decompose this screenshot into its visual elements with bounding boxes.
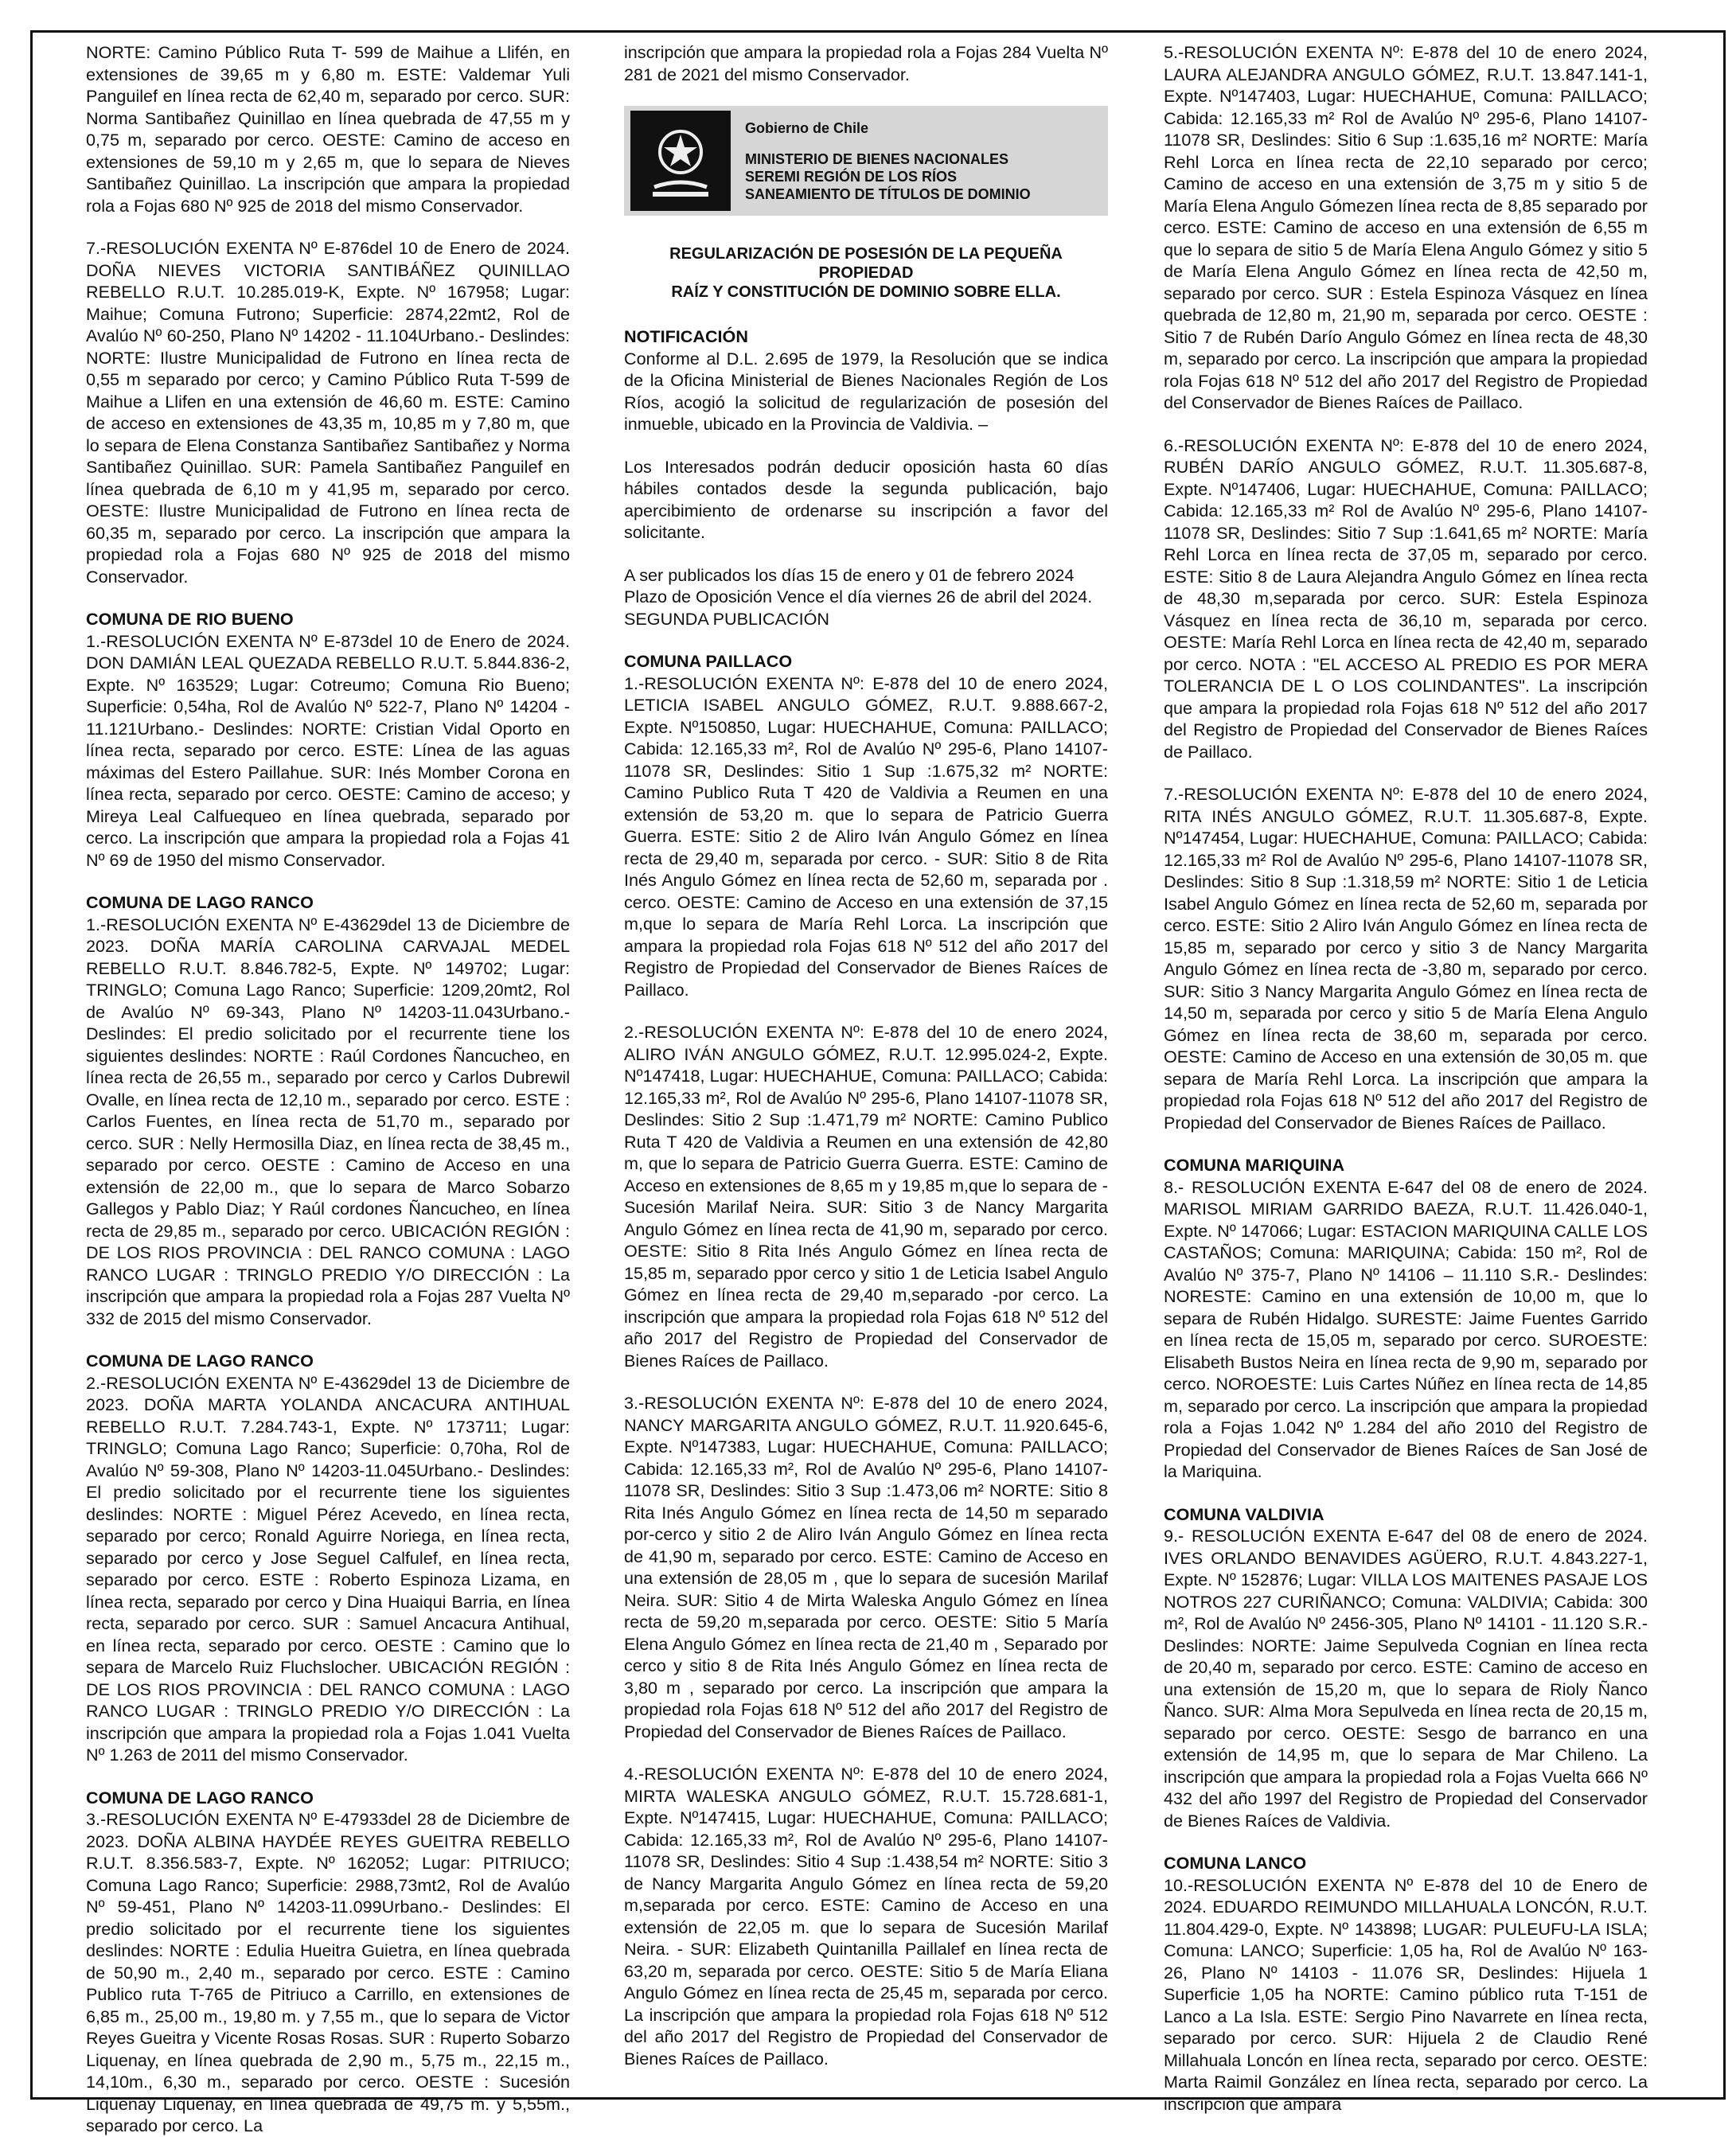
paragraph: 4.-RESOLUCIÓN EXENTA Nº: E-878 del 10 de enero 2024, MIRTA WALESKA ANGULO GÓMEZ, R.U.T. 15.728.681-1, Expte. Nº147415, Lugar: HUECHAHUE, Comuna: PAILLACO; Cabida: 12.165,33 m², Rol de Avalúo Nº 295-6, Plano 14107-11078 SR, Deslindes: Sitio 4 Sup :1.438,54 m² NORTE: Sitio 3 de Nancy Margarita Angulo Gómez en línea recta de 59,20 m,separada por cerco. ESTE: Camino de Acceso en una extensión de 22,05 m. que lo separa de Sucesión Marilaf Neira. - SUR: Elizabeth Quintanilla Paillalef en línea recta de 63,20 m, separada por cerco. OESTE: Sitio 5 de María Eliana Angulo Gómez en línea recta de 25,45 m, separada por cerco. La inscripción que ampara la propiedad rola Fojas 618 Nº 512 del año 2017 del Registro de Propiedad del Conservador de Bienes Raíces de Paillaco. (624, 1764, 1108, 2069)
ministry-title: MINISTERIO DE BIENES NACIONALES SEREMI REGIÓN DE LOS RÍOS SANEAMIENTO DE TÍTULOS DE DOMINIO (745, 151, 1031, 202)
column-3 (1164, 41, 1648, 2114)
paragraph: A ser publicados los días 15 de enero y 01 de febrero 2024 Plazo de Oposición Vence el día viernes 26 de abril del 2024. SEGUNDA PUBLICACIÓN (624, 564, 1093, 629)
paragraph: 9.- RESOLUCIÓN EXENTA E-647 del 08 de enero de 2024. IVES ORLANDO BENAVIDES AGÜERO, R.U.T. 4.843.227-1, Expte. Nº 152876; Lugar: VILLA LOS MAITENES PASAJE LOS NOTROS 227 CURIÑANCO; Comuna: VALDIVIA; Cabida: 300 m², Rol de Avalúo Nº 2456-305, Plano Nº 14101 - 11.120 S.R.- Deslindes: NORTE: Jaime Sepulveda Cognian en línea recta de 20,40 m, separado por cerco. ESTE: Camino de acceso en una extensión de 15,20 m, que lo separa de Rioly Ñanco Ñanco. SUR: Alma Mora Sepulveda en línea recta de 20,15 m, separado por cerco. OESTE: Sesgo de barranco en una extensión de 14,95 m, que lo separa de Mar Chileno. La inscripción que ampara la propiedad rola a Fojas Vuelta 666 Nº 432 del año 1997 del Registro de Propiedad del Conservador de Bienes Raíces de Valdivia. (1164, 1526, 1648, 1831)
column-2 (624, 41, 1108, 2082)
ministry-header (624, 106, 1108, 216)
paragraph: Los Interesados podrán deducir oposición hasta 60 días hábiles contados desde la segunda publicación, bajo apercibimiento de ordenarse su inscripción a favor del solicitante. (624, 456, 1108, 542)
paragraph: 1.-RESOLUCIÓN EXENTA Nº E-43629del 13 de Diciembre de 2023. DOÑA MARÍA CAROLINA CARVAJAL MEDEL REBELLO R.U.T. 8.846.782-5, Expte. Nº 149702; Lugar: TRINGLO; Comuna Lago Ranco; Superficie: 1209,20mt2, Rol de Avalúo Nº 69-343, Plano Nº 14203-11.043Urbano.- Deslindes: El predio solicitado por el recurrente tiene los siguientes deslindes: NORTE : Raúl Cordones Ñancucheo, en línea recta de 26,55 m., separado por cerco y Carlos Dubrewil Ovalle, en línea recta de 12,10 m., separado por cerco. ESTE : Carlos Fuentes, en línea recta de 51,70 m., separado por cerco. SUR : Nelly Hermosilla Diaz, en línea recta de 38,45 m., separado por cerco. OESTE : Camino de Acceso en una extensión de 22,00 m., que lo separa de Marco Sobarzo Gallegos y Pablo Diaz; Y Raúl cordones Ñancucheo, en línea recta de 29,85 m., separado por cerco. UBICACIÓN REGIÓN : DE LOS RIOS PROVINCIA : DEL RANCO COMUNA : LAGO RANCO LUGAR : TRINGLO PREDIO Y/O DIRECCIÓN : La inscripción que ampara la propiedad rola a Fojas 287 Vuelta Nº 332 de 2015 del mismo Conservador. (86, 914, 570, 1328)
paragraph: 2.-RESOLUCIÓN EXENTA Nº: E-878 del 10 de enero 2024, ALIRO IVÁN ANGULO GÓMEZ, R.U.T. 12.995.024-2, Expte. Nº147418, Lugar: HUECHAHUE, Comuna: PAILLACO; Cabida: 12.165,33 m², Rol de Avalúo Nº 295-6, Plano 14107-11078 SR, Deslindes: Sitio 2 Sup :1.471,79 m² NORTE: Camino Publico Ruta T 420 de Valdivia a Reumen en una extensión de 42,80 m, que lo separa de Patricio Guerra Guerra. ESTE: Camino de Acceso en extensiones de 8,65 m y 19,85 m,que lo separa de - Sucesión Marilaf Neira. SUR: Sitio 3 de Nancy Margarita Angulo Gómez en línea recta de 41,90 m, separado por cerco. OESTE: Sitio 8 Rita Inés Angulo Gómez en línea recta de 15,85 m, separado ppor cerco y sitio 1 de Leticia Isabel Angulo Gómez en línea recta de 29,40 m,separado -por cerco. La inscripción que ampara la propiedad rola Fojas 618 Nº 512 del año 2017 del Registro de Propiedad del Conservador de Bienes Raíces de Paillaco. (624, 1022, 1108, 1371)
section-heading: COMUNA DE LAGO RANCO (86, 1351, 314, 1371)
paragraph: 1.-RESOLUCIÓN EXENTA Nº E-873del 10 de Enero de 2024. DON DAMIÁN LEAL QUEZADA REBELLO R.U.T. 5.844.836-2, Expte. Nº 163529; Lugar: Cotreumo; Comuna Rio Bueno; Superficie: 0,54ha, Rol de Avalúo Nº 522-7, Plano Nº 14204 - 11.121Urbano.- Deslindes: NORTE: Cristian Vidal Oporto en línea recta, separado por cerco. ESTE: Línea de las aguas máximas del Estero Paillahue. SUR: Inés Momber Corona en línea recta, separado por cerco. OESTE: Camino de acceso; y Mireya Leal Calfuequeo en línea quebrada, separado por cerco. La inscripción que ampara la propiedad rola a Fojas 41 Nº 69 de 1950 del mismo Conservador. (86, 630, 570, 870)
paragraph: 5.-RESOLUCIÓN EXENTA Nº: E-878 del 10 de enero 2024, LAURA ALEJANDRA ANGULO GÓMEZ, R.U.T. 13.847.141-1, Expte. Nº147403, Lugar: HUECHAHUE, Comuna: PAILLACO; Cabida: 12.165,33 m² Rol de Avalúo Nº 295-6, Plano 14107-11078 SR, Deslindes: Sitio 6 Sup :1.635,16 m² NORTE: María Rehl Lorca en línea recta de 22,10 separado por cerco; Camino de acceso en una extensión de 3,75 m y sitio 5 de María Elena Angulo Gómezen línea recta de 8,85 separado por cerco. ESTE: Camino de acceso en una extensión de 6,55 m que lo separa de sitio 5 de María Elena Angulo Gómez y sitio 5 de María Elena Angulo Gómez en línea recta de 42,50 m, separado por cerco. SUR : Estela Espinoza Vásquez en línea quebrada de 12,80 m, 21,90 m, separada por cerco. OESTE : Sitio 7 de Rubén Darío Angulo Gómez en línea recta de 48,30 m, separado por cerco. La inscripción que ampara la propiedad rola Fojas 618 Nº 512 del año 2017 del Registro de Propiedad del Conservador de Bienes Raíces de Paillaco. (1164, 42, 1648, 412)
paragraph: inscripción que ampara la propiedad rola a Fojas 284 Vuelta Nº 281 de 2021 del mismo Conservador. (624, 42, 1108, 84)
paragraph: 10.-RESOLUCIÓN EXENTA Nº E-878 del 10 de Enero de 2024. EDUARDO REIMUNDO MILLAHUALA LONCÓN, R.U.T. 11.804.429-0, Expte. Nº 143898; LUGAR: PULEUFU-LA ISLA; Comuna: LANCO; Superficie: 1,05 ha, Rol de Avalúo Nº 163-26, Plano Nº 14103 - 11.076 SR, Deslindes: Hijuela 1 Superficie 1,05 ha NORTE: Camino público ruta T-151 de Lanco a La Isla. ESTE: Sergio Pino Navarrete en línea recta, separado por cerco. SUR: Hijuela 2 de Claudio René Millahuala Loncón en línea recta, separado por cerco. OESTE: Marta Raimil González en línea recta, separado por cerco. La inscripción que ampara (1164, 1874, 1648, 2114)
paragraph: 6.-RESOLUCIÓN EXENTA Nº: E-878 del 10 de enero 2024, RUBÉN DARÍO ANGULO GÓMEZ, R.U.T. 11.305.687-8, Expte. Nº147406, Lugar: HUECHAHUE, Comuna: PAILLACO; Cabida: 12.165,33 m² Rol de Avalúo Nº 295-6, Plano 14107-11078 SR, Deslindes: Sitio 7 Sup :1.641,65 m² NORTE: María Rehl Lorca en línea recta de 37,05 m, separado por cerco. ESTE: Sitio 8 de Laura Alejandra Angulo Gómez en línea recta de 48,30 m,separada por cerco. SUR: Estela Espinoza Vásquez en línea recta de 36,10 m, separada por cerco. OESTE: María Rehl Lorca en línea recta de 42,40 m, separado por cerco. NOTA : "EL ACCESO AL PREDIO ES POR MERA TOLERANCIA DE L O LOS COLINDANTES". La inscripción que ampara la propiedad rola Fojas 618 Nº 512 del año 2017 del Registro de Propiedad del Conservador de Bienes Raíces de Paillaco. (1164, 435, 1648, 762)
paragraph: 7.-RESOLUCIÓN EXENTA Nº: E-878 del 10 de enero 2024, RITA INÉS ANGULO GÓMEZ, R.U.T. 11.305.687-8, Expte. Nº147454, Lugar: HUECHAHUE, Comuna: PAILLACO; Cabida: 12.165,33 m² Rol de Avalúo Nº 295-6, Plano 14107-11078 SR, Deslindes: Sitio 8 Sup :1.318,59 m² NORTE: Sitio 1 de Leticia Isabel Angulo Gómez en línea recta de 52,60 m, separada por cerco. ESTE: Sitio 2 Aliro Iván Angulo Gómez en línea recta de 15,85 m, separado por cerco y sitio 3 de Nancy Margarita Angulo Gómez en línea recta de -3,80 m, separado por cerco. SUR: Sitio 3 Nancy Margarita Angulo Gómez en línea recta de 14,50 m, separada por cerco y sitio 5 de María Elena Angulo Gómez en línea recta de 38,60 m, separada por cerco. OESTE: Camino de Acceso en una extensión de 30,05 m. que separa de María Rehl Lorca. La inscripción que ampara la propiedad rola Fojas 618 Nº 512 del año 2017 del Registro de Propiedad del Conservador de Bienes Raíces de Paillaco. (1164, 784, 1648, 1133)
paragraph: 3.-RESOLUCIÓN EXENTA Nº: E-878 del 10 de enero 2024, NANCY MARGARITA ANGULO GÓMEZ, R.U.T. 11.920.645-6, Expte. Nº147383, Lugar: HUECHAHUE, Comuna: PAILLACO; Cabida: 12.165,33 m², Rol de Avalúo Nº 295-6, Plano 14107-11078 SR, Deslindes: Sitio 3 Sup :1.473,06 m² NORTE: Sitio 8 Rita Inés Angulo Gómez en línea recta de 14,50 m separado por-cerco y sitio 2 de Aliro Iván Angulo Gómez en línea recta de 41,90 m, separado por cerco. ESTE: Camino de Acceso en una extensión de 28,05 m , que lo separa de sucesión Marilaf Neira. SUR: Sitio 4 de Mirta Waleska Angulo Gómez en línea recta de 59,20 m,separada por cerco. OESTE: Sitio 5 María Elena Angulo Gómez en línea recta de 21,40 m , Separado por cerco y sitio 8 de Rita Inés Angulo Gómez en línea recta de 3,80 m , separado por cerco. La inscripción que ampara la propiedad rola Fojas 618 Nº 512 del año 2017 del Registro de Propiedad del Conservador de Bienes Raíces de Paillaco. (624, 1393, 1108, 1741)
column-1 (86, 41, 570, 2135)
section-heading: NOTIFICACIÓN (624, 326, 748, 346)
section-heading: COMUNA DE LAGO RANCO (86, 892, 314, 912)
section-heading: COMUNA VALDIVIA (1164, 1503, 1324, 1524)
paragraph: 3.-RESOLUCIÓN EXENTA Nº E-47933del 28 de Diciembre de 2023. DOÑA ALBINA HAYDÉE REYES GUEITRA REBELLO R.U.T. 8.356.583-7, Expte. Nº 162052; Lugar: PITRIUCO; Comuna Lago Ranco; Superficie: 2988,73mt2, Rol de Avalúo Nº 59-451, Plano Nº 14203-11.099Urbano.- Deslindes: El predio solicitado por el recurrente tiene los siguientes deslindes: NORTE : Edulia Hueitra Guietra, en línea quebrada de 50,90 m., 2,40 m., separado por cerco. ESTE : Camino Publico ruta T-765 de Pitriuco a Carrillo, en extensiones de 6,85 m., 25,00 m., 19,80 m. y 7,55 m., que lo separa de Victor Reyes Gueitra y Vicente Rosas Rosas. SUR : Ruperto Sobarzo Liquenay, en línea quebrada de 2,90 m., 5,75 m., 22,15 m., 14,10m., 6,30 m., separado por cerco. OESTE : Sucesión Liquenay Liquenay, en línea quebrada de 49,75 m. y 5,55m., separado por cerco. La (86, 1809, 570, 2135)
paragraph: NORTE: Camino Público Ruta T- 599 de Maihue a Llifén, en extensiones de 39,65 m y 6,80 m. ESTE: Valdemar Yuli Panguilef en línea recta de 62,40 m, separado por cerco. SUR: Norma Santibañez Quinillao en línea quebrada de 47,55 m y 0,75 m, separado por cerco. OESTE: Camino de acceso en extensiones de 59,10 m y 2,65 m, que lo separa de Nieves Santibañez Quinillao. La inscripción que ampara la propiedad rola a Fojas 680 Nº 925 de 2018 del mismo Conservador. (86, 42, 570, 216)
section-heading: COMUNA LANCO (1164, 1853, 1307, 1873)
paragraph: 7.-RESOLUCIÓN EXENTA Nº E-876del 10 de Enero de 2024. DOÑA NIEVES VICTORIA SANTIBÁÑEZ QUINILLAO REBELLO R.U.T. 10.285.019-K, Expte. Nº 167958; Lugar: Maihue; Comuna Futrono; Superficie: 2874,22mt2, Rol de Avalúo Nº 60-250, Plano Nº 14202 - 11.104Urbano.- Deslindes: NORTE: Ilustre Municipalidad de Futrono en línea recta de 0,55 m separado por cerco; y Camino Público Ruta T-599 de Maihue a Llifen en una extensión de 46,60 m. ESTE: Camino de acceso en extensiones de 43,35 m, 10,85 m y 7,80 m, que lo separa de Elena Constanza Santibañez Santibañez y Norma Santibañez Quinillao. SUR: Pamela Santibañez Panguilef en línea quebrada de 6,10 m y 41,95 m, separado por cerco. OESTE: Ilustre Municipalidad de Futrono en línea recta de 60,35 m, separado por cerco. La inscripción que ampara la propiedad rola a Fojas 680 Nº 925 de 2018 del mismo Conservador. (86, 238, 570, 587)
paragraph: 8.- RESOLUCIÓN EXENTA E-647 del 08 de enero de 2024. MARISOL MIRIAM GARRIDO BAEZA, R.U.T. 11.426.040-1, Expte. Nº 147066; Lugar: ESTACION MARIQUINA CALLE LOS CASTAÑOS; Comuna: MARIQUINA; Cabida: 150 m², Rol de Avalúo Nº 375-7, Plano Nº 14106 – 11.110 S.R.- Deslindes: NORESTE: Camino en una extensión de 10,00 m, que lo separa de Rubén Hidalgo. SURESTE: Jaime Fuentes Garrido en línea recta de 15,05 m, separado por cerco. SUROESTE: Elisabeth Bustos Neira en línea recta de 9,90 m, separado por cerco. NOROESTE: Luis Cartes Núñez en línea recta de 14,85 m, separado por cerco. La inscripción que ampara la propiedad rola a Fojas 1.042 Nº 1.284 del año 2010 del Registro de Propiedad del Conservador de Bienes Raíces de San José de la Mariquina. (1164, 1176, 1648, 1481)
section-heading: COMUNA PAILLACO (624, 651, 793, 671)
section-heading: COMUNA DE LAGO RANCO (86, 1787, 314, 1807)
section-heading: COMUNA MARIQUINA (1164, 1155, 1345, 1175)
regularization-title: REGULARIZACIÓN DE POSESIÓN DE LA PEQUEÑA PROPIEDAD RAÍZ Y CONSTITUCIÓN DE DOMINIO SOBRE ELLA. (669, 245, 1063, 301)
government-label: Gobierno de Chile (745, 120, 869, 136)
paragraph: 1.-RESOLUCIÓN EXENTA Nº: E-878 del 10 de enero 2024, LETICIA ISABEL ANGULO GÓMEZ, R.U.T. 9.888.667-2, Expte. Nº150850, Lugar: HUECHAHUE, Comuna: PAILLACO; Cabida: 12.165,33 m², Rol de Avalúo Nº 295-6, Plano 14107-11078 SR, Deslindes: Sitio 1 Sup :1.675,32 m² NORTE: Camino Publico Ruta T 420 de Valdivia a Reumen en una extensión de 53,20 m. que lo separa de Patricio Guerra Guerra. ESTE: Sitio 2 de Aliro Iván Angulo Gómez en línea recta de 29,40 m, separada por cerco. - SUR: Sitio 8 de Rita Inés Angulo Gómez en línea recta de 52,60 m, separada por . cerco. OESTE: Camino de Acceso en una extensión de 37,15 m,que lo separa de María Rehl Lorca. La inscripción que ampara la propiedad rola Fojas 618 Nº 512 del año 2017 del Registro de Propiedad del Conservador de Bienes Raíces de Paillaco. (624, 673, 1108, 1000)
government-coat-of-arms-icon (630, 111, 731, 211)
paragraph: Conforme al D.L. 2.695 de 1979, la Resolución que se indica de la Oficina Ministerial de Bienes Nacionales Región de Los Ríos, acogió la solicitud de regularización de posesión del inmueble, ubicado en la Provincia de Valdivia. – (624, 348, 1108, 434)
paragraph: 2.-RESOLUCIÓN EXENTA Nº E-43629del 13 de Diciembre de 2023. DOÑA MARTA YOLANDA ANCACURA ANTIHUAL REBELLO R.U.T. 7.284.743-1, Expte. Nº 173711; Lugar: TRINGLO; Comuna Lago Ranco; Superficie: 0,70ha, Rol de Avalúo Nº 59-308, Plano Nº 14203-11.045Urbano.- Deslindes: El predio solicitado por el recurrente tiene los siguientes deslindes: NORTE : Miguel Pérez Acevedo, en línea recta, separado por cerco; Ronald Aguirre Noriega, en línea recta, separado por cerco y Jose Seguel Calfulef, en línea recta, separado por cerco. ESTE : Roberto Espinoza Lizama, en línea recta, separado por cerco y Dina Huaiqui Barria, en línea recta, separado por cerco. SUR : Samuel Ancacura Antihual, en línea recta, separado por cerco. OESTE : Camino que lo separa de Marcelo Ruiz Fluchslocher. UBICACIÓN REGIÓN : DE LOS RIOS PROVINCIA : DEL RANCO COMUNA : LAGO RANCO LUGAR : TRINGLO PREDIO Y/O DIRECCIÓN : La inscripción que ampara la propiedad rola a Fojas 1.041 Vuelta Nº 1.263 de 2011 del mismo Conservador. (86, 1372, 570, 1765)
section-heading: COMUNA DE RIO BUENO (86, 609, 294, 629)
